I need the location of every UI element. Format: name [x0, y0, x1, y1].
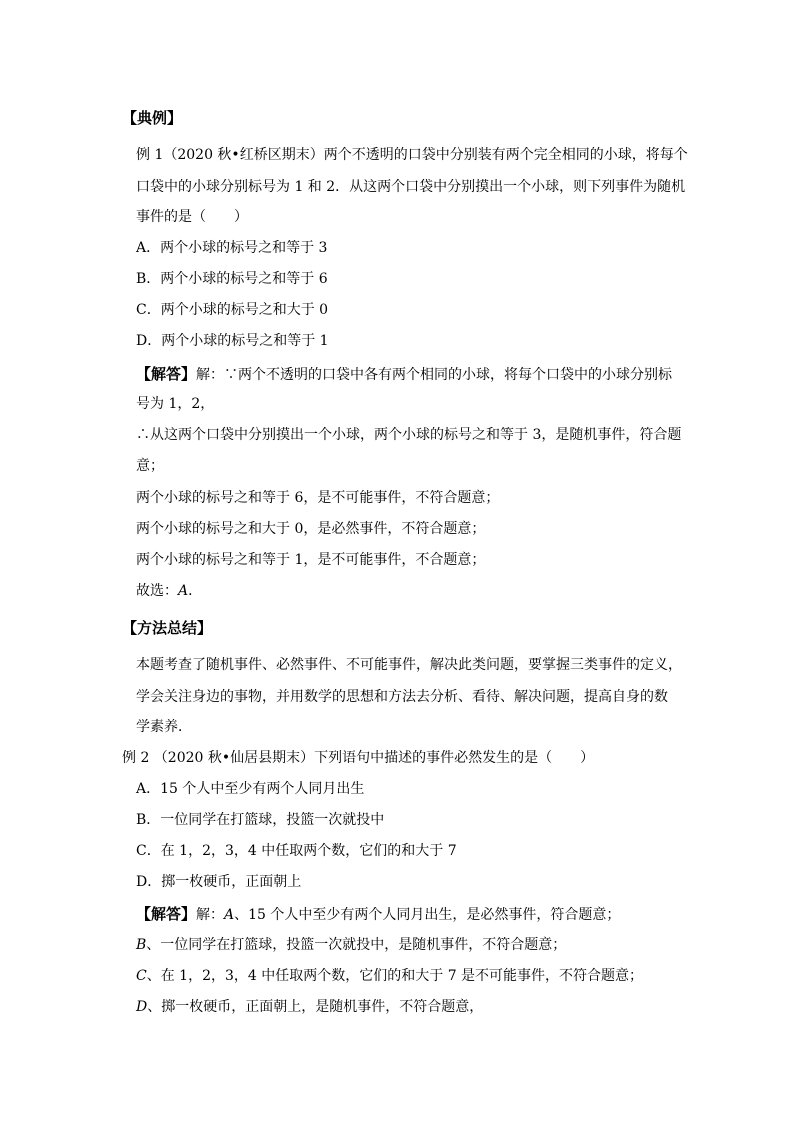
answer-letter-a: A: [224, 907, 235, 923]
answer-text: 、掷一枚硬币，正面朝上，是随机事件，不符合题意，: [147, 999, 484, 1015]
answer-text: 、在 1，2，3，4 中任取两个数，它们的和大于 7 是不可能事件，不符合题意；: [146, 968, 644, 984]
example1-answer-line4: 意；: [136, 458, 164, 474]
example1-option-a: A．两个小球的标号之和等于 3: [136, 240, 328, 256]
answer-tag: 【解答】: [136, 365, 197, 383]
method-summary-line3: 学素养．: [136, 719, 192, 735]
example2-option-a: A．15 个人中至少有两个人同月出生: [136, 781, 365, 797]
example1-answer-line5: 两个小球的标号之和等于 6，是不可能事件，不符合题意；: [136, 490, 500, 506]
example1-answer-line2: 号为 1，2，: [136, 396, 215, 412]
example1-stem-line1: 例 1（2020 秋•红桥区期末）两个不透明的口袋中分别装有两个完全相同的小球，将每个: [136, 147, 688, 163]
answer-letter-d: D: [136, 999, 148, 1015]
example1-answer-line3: ∴从这两个口袋中分别摸出一个小球，两个小球的标号之和等于 3，是随机事件，符合题: [136, 427, 682, 443]
example1-stem-line2: 口袋中的小球分别标号为 1 和 2．从这两个口袋中分别摸出一个小球，则下列事件为随机: [136, 179, 686, 195]
example1-option-b: B．两个小球的标号之和等于 6: [136, 271, 328, 287]
example1-option-d: D．两个小球的标号之和等于 1: [136, 333, 329, 349]
example2-answer-line3: [136, 966, 643, 986]
method-summary-line1: 本题考查了随机事件、必然事件、不可能事件，解决此类问题，要掌握三类事件的定义，: [136, 657, 682, 673]
example1-option-c: C．两个小球的标号之和大于 0: [136, 302, 329, 318]
example1-answer-line6: 两个小球的标号之和大于 0，是必然事件，不符合题意；: [136, 521, 486, 537]
example2-answer-line1: [136, 904, 620, 925]
example2-option-c: C．在 1，2，3，4 中任取两个数，它们的和大于 7: [136, 843, 457, 859]
answer-letter-c: C: [136, 968, 147, 984]
example2-option-b: B．一位同学在打篮球，投篮一次就投中: [136, 812, 385, 828]
example2-answer-line2: [136, 935, 566, 955]
answer-choice-prefix: 故选：: [136, 583, 178, 599]
example2-answer-line4: [136, 997, 483, 1017]
example2-stem: 例 2 （2020 秋•仙居县期末）下列语句中描述的事件必然发生的是（ ）: [122, 750, 595, 766]
answer-text: 解：∵两个不透明的口袋中各有两个相同的小球，将每个口袋中的小球分别标: [196, 367, 673, 383]
answer-text: 、15 个人中至少有两个人同月出生，是必然事件，符合题意；: [234, 907, 621, 923]
answer-prefix: 解：: [196, 907, 225, 923]
answer-tag: 【解答】: [136, 905, 197, 923]
answer-text: 、一位同学在打篮球，投篮一次就投中，是随机事件，不符合题意；: [146, 937, 567, 953]
example-section-heading: 【典例】: [122, 109, 183, 127]
answer-choice-letter: A: [178, 583, 189, 599]
example2-option-d: D．掷一枚硬币，正面朝上: [136, 874, 302, 890]
example1-answer-line7: 两个小球的标号之和等于 1，是不可能事件，不合题意；: [136, 552, 486, 568]
example1-answer-line1: [136, 364, 672, 385]
answer-choice-suffix: ．: [188, 583, 203, 599]
answer-letter-b: B: [136, 937, 147, 953]
example1-stem-line3: 事件的是（ ）: [136, 209, 248, 225]
method-summary-line2: 学会关注身边的事物，并用数学的思想和方法去分析、看待、解决问题，提高自身的数: [136, 689, 668, 705]
example1-answer-line8: [136, 581, 202, 601]
method-section-heading: 【方法总结】: [122, 619, 213, 637]
